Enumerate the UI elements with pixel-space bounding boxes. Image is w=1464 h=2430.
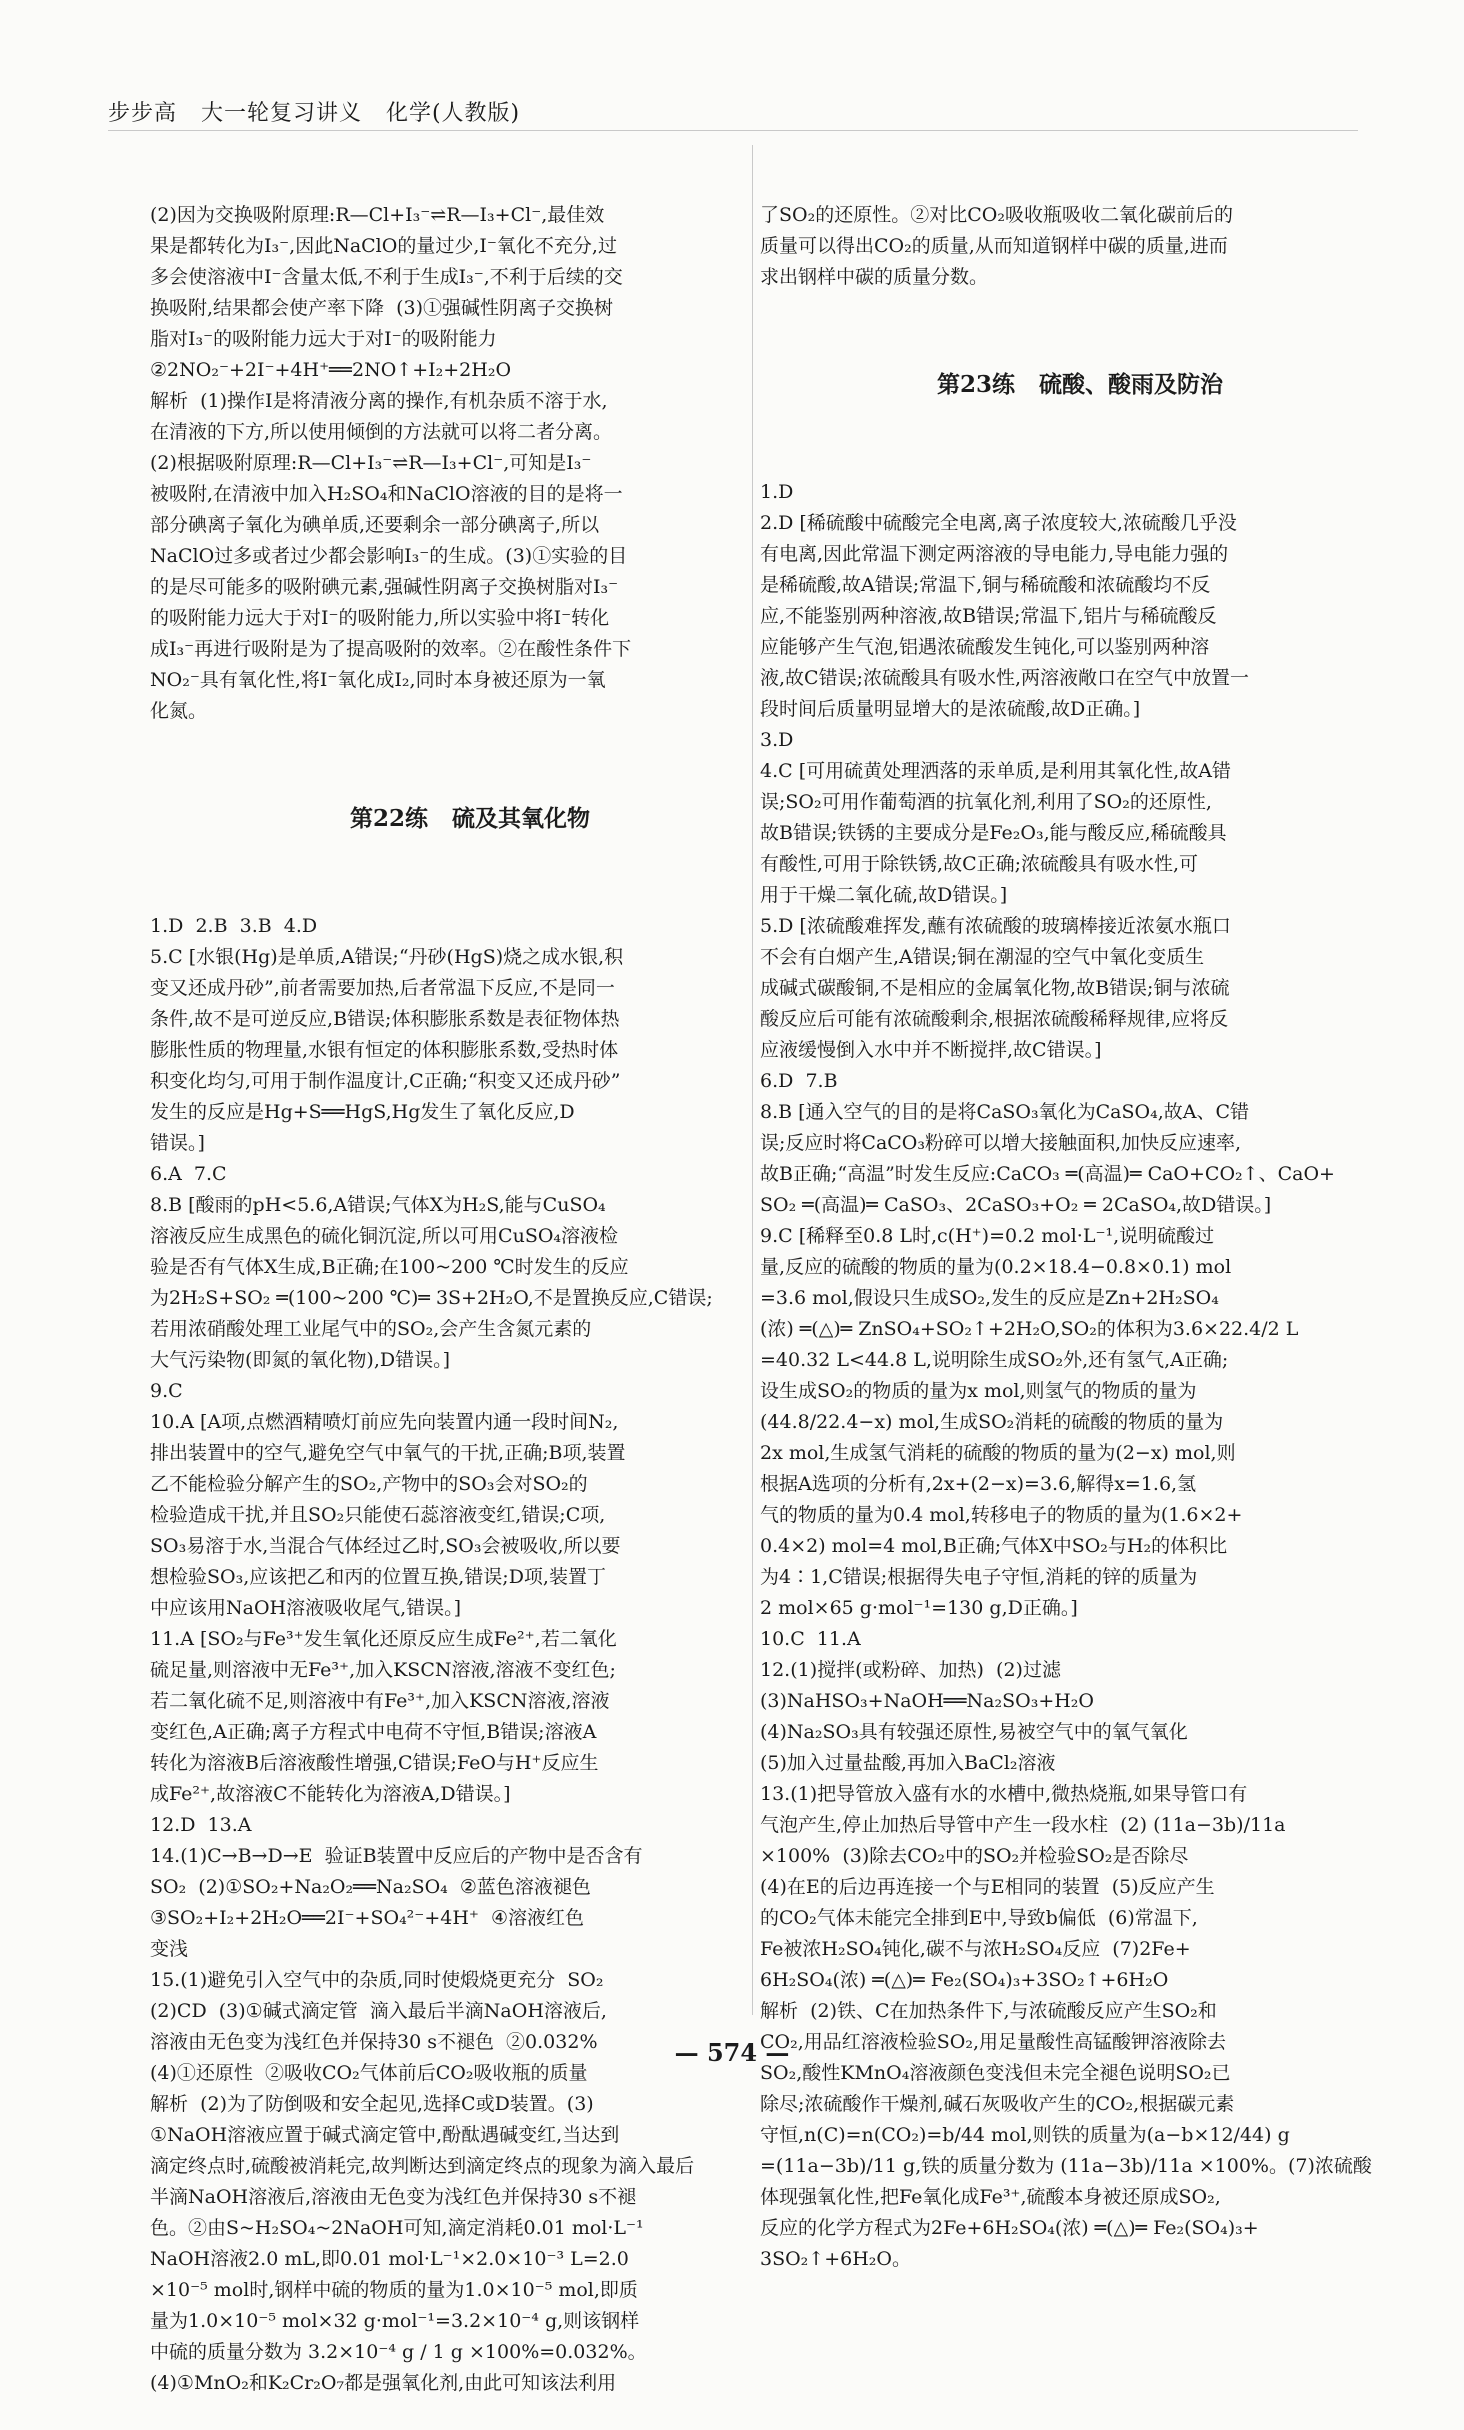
section-23-title: 第23练 硫酸、酸雨及防治 [936,371,1224,398]
text-line: 检验造成干扰,并且SO₂只能使石蕊溶液变红,错误;C项, [150,1504,606,1526]
right-column [760,138,1400,2270]
text-line: 部分碘离子氧化为碘单质,还要剩余一部分碘离子,所以 [150,514,600,536]
text-line: 1.D [760,481,794,503]
text-line: 变红色,A正确;离子方程式中电荷不守恒,B错误;溶液A [150,1721,597,1743]
text-line: 体现强氧化性,把Fe氧化成Fe³⁺,硫酸本身被还原成SO₂, [760,2186,1221,2208]
text-line: 为2H₂S+SO₂ ═(100~200 ℃)═ 3S+2H₂O,不是置换反应,C错误; [150,1287,713,1309]
text-line: ②2NO₂⁻+2I⁻+4H⁺══2NO↑+I₂+2H₂O [150,359,512,381]
text-line: NaOH溶液2.0 mL,即0.01 mol·L⁻¹×2.0×10⁻³ L=2.0 [150,2248,629,2270]
text-line: 若用浓硝酸处理工业尾气中的SO₂,会产生含氮元素的 [150,1318,592,1340]
text-line: =3.6 mol,假设只生成SO₂,发生的反应是Zn+2H₂SO₄ [760,1287,1219,1309]
text-line: 用于干燥二氧化硫,故D错误。] [760,884,1008,906]
text-line: 滴定终点时,硫酸被消耗完,故判断达到滴定终点的现象为滴入最后 [150,2155,695,2177]
text-line: 5.D [浓硫酸难挥发,蘸有浓硫酸的玻璃棒接近浓氨水瓶口 [760,915,1231,937]
text-line: 变又还成丹砂”,前者需要加热,后者常温下反应,不是同一 [150,977,615,999]
text-line: 10.C 11.A [760,1628,861,1650]
text-line: 故B正确;“高温”时发生反应:CaCO₃ ═(高温)═ CaO+CO₂↑、CaO+ [760,1163,1335,1185]
text-line: 3.D [760,729,794,751]
text-line: SO₂ ═(高温)═ CaSO₃、2CaSO₃+O₂ ═ 2CaSO₄,故D错误。] [760,1194,1272,1216]
text-line: ③SO₂+I₂+2H₂O══2I⁻+SO₄²⁻+4H⁺ ④溶液红色 [150,1907,585,1929]
text-line: 量,反应的硫酸的物质的量为(0.2×18.4−0.8×0.1) mol [760,1256,1232,1278]
text-line: NaClO过多或者过少都会影响I₃⁻的生成。(3)①实验的目 [150,545,628,567]
text-line: 气泡产生,停止加热后导管中产生一段水柱 (2) (11a−3b)/11a [760,1814,1286,1836]
text-line: 反应的化学方程式为2Fe+6H₂SO₄(浓) ═(△)═ Fe₂(SO₄)₃+ [760,2217,1259,2239]
left-answer-block-2 [150,911,790,2399]
text-line: 成碱式碳酸铜,不是相应的金属氧化物,故B错误;铜与浓硫 [760,977,1230,999]
text-line: 乙不能检验分解产生的SO₂,产物中的SO₃会对SO₂的 [150,1473,588,1495]
text-line: (44.8/22.4−x) mol,生成SO₂消耗的硫酸的物质的量为 [760,1411,1224,1433]
text-line: 误;反应时将CaCO₃粉碎可以增大接触面积,加快反应速率, [760,1132,1242,1154]
text-line: 解析 (2)为了防倒吸和安全起见,选择C或D装置。(3) [150,2093,594,2115]
text-line: 应液缓慢倒入水中并不断搅拌,故C错误。] [760,1039,1102,1061]
text-line: ①NaOH溶液应置于碱式滴定管中,酚酞遇碱变红,当达到 [150,2124,620,2146]
text-line: 错误。] [150,1132,205,1154]
text-line: 设生成SO₂的物质的量为x mol,则氢气的物质的量为 [760,1380,1197,1402]
text-line: 溶液反应生成黑色的硫化铜沉淀,所以可用CuSO₄溶液检 [150,1225,619,1247]
text-line: (浓) ═(△)═ ZnSO₄+SO₂↑+2H₂O,SO₂的体积为3.6×22.4/2 L [760,1318,1299,1340]
text-line: (4)①MnO₂和K₂Cr₂O₇都是强氧化剂,由此可知该法利用 [150,2372,617,2394]
text-line: 12.(1)搅拌(或粉碎、加热) (2)过滤 [760,1659,1061,1681]
text-line: Fe被浓H₂SO₄钝化,碳不与浓H₂SO₄反应 (7)2Fe+ [760,1938,1191,1960]
column-divider [752,145,753,2015]
text-line: 变浅 [150,1938,189,1960]
text-line: 被吸附,在清液中加入H₂SO₄和NaClO溶液的目的是将一 [150,483,623,505]
text-line: 6.A 7.C [150,1163,227,1185]
text-line: 在清液的下方,所以使用倾倒的方法就可以将二者分离。 [150,421,613,443]
text-line: 多会使溶液中I⁻含量太低,不利于生成I₃⁻,不利于后续的交 [150,266,623,288]
text-line: 5.C [水银(Hg)是单质,A错误;“丹砂(HgS)烧之成水银,积 [150,946,624,968]
text-line: 为4∶1,C错误;根据得失电子守恒,消耗的锌的质量为 [760,1566,1198,1588]
text-line: 14.(1)C→B→D→E 验证B装置中反应后的产物中是否含有 [150,1845,643,1867]
text-line: (4)在E的后边再连接一个与E相同的装置 (5)反应产生 [760,1876,1215,1898]
text-line: NO₂⁻具有氧化性,将I⁻氧化成I₂,同时本身被还原为一氧 [150,669,606,691]
text-line: 量为1.0×10⁻⁵ mol×32 g·mol⁻¹=3.2×10⁻⁴ g,则该钢样 [150,2310,640,2332]
text-line: 求出钢样中碳的质量分数。 [760,266,989,288]
text-line: 10.A [A项,点燃酒精喷灯前应先向装置内通一段时间N₂, [150,1411,619,1433]
text-line: 11.A [SO₂与Fe³⁺发生氧化还原反应生成Fe²⁺,若二氧化 [150,1628,617,1650]
text-line: (4)①还原性 ②吸收CO₂气体前后CO₂吸收瓶的质量 [150,2062,588,2084]
text-line: 半滴NaOH溶液后,溶液由无色变为浅红色并保持30 s不褪 [150,2186,637,2208]
text-line: 有电离,因此常温下测定两溶液的导电能力,导电能力强的 [760,543,1229,565]
text-line: 发生的反应是Hg+S══HgS,Hg发生了氧化反应,D [150,1101,575,1123]
text-line: 段时间后质量明显增大的是浓硫酸,故D正确。] [760,698,1141,720]
text-line: 大气污染物(即氮的氧化物),D错误。] [150,1349,451,1371]
text-line: =(11a−3b)/11 g,铁的质量分数为 (11a−3b)/11a ×100%。(7)浓硫酸 [760,2155,1372,2177]
text-line: 成I₃⁻再进行吸附是为了提高吸附的效率。②在酸性条件下 [150,638,632,660]
text-line: 想检验SO₃,应该把乙和丙的位置互换,错误;D项,装置丁 [150,1566,606,1588]
text-line: 的CO₂气体未能完全排到E中,导致b偏低 (6)常温下, [760,1907,1198,1929]
text-line: 2x mol,生成氢气消耗的硫酸的物质的量为(2−x) mol,则 [760,1442,1236,1464]
text-line: 中硫的质量分数为 3.2×10⁻⁴ g / 1 g ×100%=0.032%。 [150,2341,647,2363]
section-22-title: 第22练 硫及其氧化物 [349,805,591,832]
text-line: 解析 (2)铁、C在加热条件下,与浓硫酸反应产生SO₂和 [760,2000,1217,2022]
text-line: 有酸性,可用于除铁锈,故C正确;浓硫酸具有吸水性,可 [760,853,1199,875]
text-line: 6.D 7.B [760,1070,838,1092]
text-line: ×10⁻⁵ mol时,钢样中硫的物质的量为1.0×10⁻⁵ mol,即质 [150,2279,638,2301]
text-line: 9.C [稀释至0.8 L时,c(H⁺)=0.2 mol·L⁻¹,说明硫酸过 [760,1225,1215,1247]
text-line: 化氮。 [150,700,208,722]
text-line: 8.B [通入空气的目的是将CaSO₃氧化为CaSO₄,故A、C错 [760,1101,1249,1123]
text-line: 质量可以得出CO₂的质量,从而知道钢样中碳的质量,进而 [760,235,1228,257]
text-line: SO₃易溶于水,当混合气体经过乙时,SO₃会被吸收,所以要 [150,1535,621,1557]
text-line: 13.(1)把导管放入盛有水的水槽中,微热烧瓶,如果导管口有 [760,1783,1248,1805]
text-line: 酸反应后可能有浓硫酸剩余,根据浓硫酸稀释规律,应将反 [760,1008,1229,1030]
text-line: 根据A选项的分析有,2x+(2−x)=3.6,解得x=1.6,氢 [760,1473,1197,1495]
text-line: 2 mol×65 g·mol⁻¹=130 g,D正确。] [760,1597,1078,1619]
text-line: 的是尽可能多的吸附碘元素,强碱性阴离子交换树脂对I₃⁻ [150,576,619,598]
text-line: 误;SO₂可用作葡萄酒的抗氧化剂,利用了SO₂的还原性, [760,791,1212,813]
text-line: 硫足量,则溶液中无Fe³⁺,加入KSCN溶液,溶液不变红色; [150,1659,616,1681]
text-line: 的吸附能力远大于对I⁻的吸附能力,所以实验中将I⁻转化 [150,607,610,629]
text-line: 故B错误;铁锈的主要成分是Fe₂O₃,能与酸反应,稀硫酸具 [760,822,1227,844]
running-header: 步步高 大一轮复习讲义 化学(人教版) [108,101,521,126]
text-line: SO₂,酸性KMnO₄溶液颜色变浅但未完全褪色说明SO₂已 [760,2062,1231,2084]
text-line: 不会有白烟产生,A错误;铜在潮湿的空气中氧化变质生 [760,946,1205,968]
text-line: 积变化均匀,可用于制作温度计,C正确;“积变又还成丹砂” [150,1070,621,1092]
right-answer-block-1 [760,200,1400,293]
text-line: 4.C [可用硫黄处理洒落的汞单质,是利用其氧化性,故A错 [760,760,1231,782]
text-line: 解析 (1)操作Ⅰ是将清液分离的操作,有机杂质不溶于水, [150,390,608,412]
text-line: 3SO₂↑+6H₂O。 [760,2248,911,2270]
text-line: 了SO₂的还原性。②对比CO₂吸收瓶吸收二氧化碳前后的 [760,204,1233,226]
text-line: 9.C [150,1380,183,1402]
text-line: ×100% (3)除去CO₂中的SO₂并检验SO₂是否除尽 [760,1845,1189,1867]
text-line: 气的物质的量为0.4 mol,转移电子的物质的量为(1.6×2+ [760,1504,1243,1526]
text-line: CO₂,用品红溶液检验SO₂,用足量酸性高锰酸钾溶液除去 [760,2031,1227,2053]
text-line: 若二氧化硫不足,则溶液中有Fe³⁺,加入KSCN溶液,溶液 [150,1690,610,1712]
text-line: 色。②由S~H₂SO₄~2NaOH可知,滴定消耗0.01 mol·L⁻¹ [150,2217,644,2239]
text-line: 脂对I₃⁻的吸附能力远大于对I⁻的吸附能力 [150,328,497,350]
text-line: 溶液由无色变为浅红色并保持30 s不褪色 ②0.032% [150,2031,598,2053]
text-line: 守恒,n(C)=n(CO₂)=b/44 mol,则铁的质量为(a−b×12/44) g [760,2124,1290,2146]
text-line: 果是都转化为I₃⁻,因此NaClO的量过少,I⁻氧化不充分,过 [150,235,617,257]
text-line: 0.4×2) mol=4 mol,B正确;气体X中SO₂与H₂的体积比 [760,1535,1228,1557]
text-line: 是稀硫酸,故A错误;常温下,铜与稀硫酸和浓硫酸均不反 [760,574,1211,596]
text-line: 6H₂SO₄(浓) ═(△)═ Fe₂(SO₄)₃+3SO₂↑+6H₂O [760,1969,1169,1991]
text-line: (2)因为交换吸附原理:R—Cl+I₃⁻⇌R—I₃+Cl⁻,最佳效 [150,204,605,226]
text-line: 应,不能鉴别两种溶液,故B错误;常温下,铝片与稀硫酸反 [760,605,1217,627]
text-line: (5)加入过量盐酸,再加入BaCl₂溶液 [760,1752,1056,1774]
text-line: 排出装置中的空气,避免空气中氧气的干扰,正确;B项,装置 [150,1442,626,1464]
text-line: 8.B [酸雨的pH<5.6,A错误;气体X为H₂S,能与CuSO₄ [150,1194,606,1216]
text-line: 条件,故不是可逆反应,B错误;体积膨胀系数是表征物体热 [150,1008,620,1030]
text-line: 液,故C错误;浓硫酸具有吸水性,两溶液敞口在空气中放置一 [760,667,1250,689]
text-line: (3)NaHSO₃+NaOH══Na₂SO₃+H₂O [760,1690,1095,1712]
text-line: 12.D 13.A [150,1814,252,1836]
text-line: (2)根据吸附原理:R—Cl+I₃⁻⇌R—I₃+Cl⁻,可知是I₃⁻ [150,452,592,474]
text-line: 成Fe²⁺,故溶液C不能转化为溶液A,D错误。] [150,1783,511,1805]
page-number: — 574 — [674,2038,790,2067]
header-rule [108,130,1358,131]
left-answer-block-1 [150,200,790,727]
text-line: (2)CD (3)①碱式滴定管 滴入最后半滴NaOH溶液后, [150,2000,607,2022]
text-line: 2.D [稀硫酸中硫酸完全电离,离子浓度较大,浓硫酸几乎没 [760,512,1237,534]
text-line: 转化为溶液B后溶液酸性增强,C错误;FeO与H⁺反应生 [150,1752,599,1774]
text-line: =40.32 L<44.8 L,说明除生成SO₂外,还有氢气,A正确; [760,1349,1229,1371]
right-answer-block-2 [760,477,1400,2275]
text-line: 1.D 2.B 3.B 4.D [150,915,318,937]
text-line: 除尽;浓硫酸作干燥剂,碱石灰吸收产生的CO₂,根据碳元素 [760,2093,1235,2115]
text-line: 验是否有气体X生成,B正确;在100~200 ℃时发生的反应 [150,1256,629,1278]
text-line: (4)Na₂SO₃具有较强还原性,易被空气中的氧气氧化 [760,1721,1188,1743]
text-line: 中应该用NaOH溶液吸收尾气,错误。] [150,1597,462,1619]
text-line: SO₂ (2)①SO₂+Na₂O₂══Na₂SO₄ ②蓝色溶液褪色 [150,1876,591,1898]
text-line: 15.(1)避免引入空气中的杂质,同时使煅烧更充分 SO₂ [150,1969,604,1991]
text-line: 换吸附,结果都会使产率下降 (3)①强碱性阴离子交换树 [150,297,614,319]
text-line: 应能够产生气泡,铝遇浓硫酸发生钝化,可以鉴别两种溶 [760,636,1210,658]
text-line: 膨胀性质的物理量,水银有恒定的体积膨胀系数,受热时体 [150,1039,619,1061]
